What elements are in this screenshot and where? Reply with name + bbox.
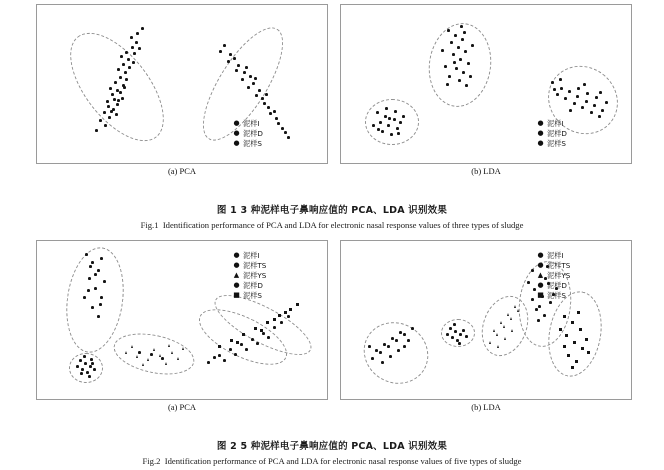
legend-item	[233, 271, 266, 281]
figure-2-subtitle	[0, 456, 664, 466]
legend-marker-icon: ●	[233, 119, 240, 128]
legend-item	[537, 251, 570, 261]
figure-2-subtitle-text: Identification performance of PCA and LDA for electronic nasal response values of five types of sludge	[164, 456, 522, 466]
legend-item	[537, 129, 567, 139]
figure-1	[0, 4, 664, 230]
panel-caption-lda: (b) LDA	[471, 402, 501, 412]
legend-marker-icon: ●	[537, 119, 544, 128]
legend-label: 泥样I	[547, 251, 564, 260]
figure-1-panel-a	[36, 4, 330, 184]
figure-2-subtitle-label: Fig.2	[142, 456, 161, 466]
legend-label: 泥样S	[547, 138, 566, 148]
cluster-ellipse-nys	[110, 327, 198, 381]
figure-1-subtitle	[0, 220, 664, 230]
legend-label: 泥样S	[243, 138, 262, 148]
cluster-ellipse-ni	[352, 311, 439, 396]
legend-marker-icon: ▲	[537, 271, 544, 280]
legend-marker-icon: ■	[233, 291, 240, 300]
figure-1-panels	[0, 4, 664, 200]
pca-plot-3-types	[36, 4, 328, 164]
legend-label: 泥样TS	[547, 260, 571, 270]
cluster-ellipse-nd	[365, 99, 419, 145]
legend-lda-3-types	[537, 119, 567, 149]
figure-2	[0, 240, 664, 466]
legend-marker-icon: ●	[233, 251, 240, 260]
cluster-ellipse-ni	[52, 17, 181, 157]
figure-1-subtitle-label: Fig.1	[140, 220, 159, 230]
figure-2-panel-a	[36, 240, 330, 420]
legend-marker-icon: ●	[537, 251, 544, 260]
legend-marker-icon: ●	[233, 261, 240, 270]
legend-item	[537, 291, 570, 301]
legend-marker-icon: ●	[233, 129, 240, 138]
legend-item	[233, 251, 266, 261]
panel-caption-pca: (a) PCA	[167, 402, 197, 412]
legend-label: 泥样D	[243, 280, 263, 290]
legend-marker-icon: ●	[537, 139, 544, 148]
legend-item	[233, 119, 263, 129]
legend-label: 泥样I	[243, 119, 260, 128]
lda-plot-3-types	[340, 4, 632, 164]
legend-label: 泥样S	[243, 290, 262, 300]
figure-2-panels	[0, 240, 664, 436]
legend-marker-icon: ●	[233, 281, 240, 290]
figure-2-panel-b	[340, 240, 634, 420]
panel-caption-lda: (b) LDA	[471, 166, 501, 176]
legend-marker-icon: ●	[537, 261, 544, 270]
legend-label: 泥样I	[547, 119, 564, 128]
panel-caption-pca: (a) PCA	[167, 166, 197, 176]
legend-item	[537, 271, 570, 281]
legend-item	[537, 139, 567, 149]
legend-label: 泥样YS	[547, 270, 571, 280]
cluster-ellipse-nts	[69, 353, 103, 383]
legend-marker-icon: ▲	[233, 271, 240, 280]
legend-label: 泥样D	[243, 128, 263, 138]
legend-item	[233, 291, 266, 301]
pca-plot-5-types	[36, 240, 328, 400]
legend-item	[537, 119, 567, 129]
legend-pca-3-types	[233, 119, 263, 149]
legend-item	[537, 261, 570, 271]
legend-marker-icon: ●	[233, 139, 240, 148]
legend-label: 泥样S	[547, 290, 566, 300]
legend-marker-icon: ●	[537, 281, 544, 290]
legend-item	[537, 281, 570, 291]
legend-marker-icon: ■	[537, 291, 544, 300]
legend-item	[233, 281, 266, 291]
legend-item	[233, 139, 263, 149]
figure-1-subtitle-text: Identification performance of PCA and LDA for electronic nasal response values of three types of sludge	[162, 220, 524, 230]
legend-item	[233, 129, 263, 139]
legend-label: 泥样I	[243, 251, 260, 260]
legend-marker-icon: ●	[537, 129, 544, 138]
legend-item	[233, 261, 266, 271]
legend-label: 泥样TS	[243, 260, 267, 270]
legend-label: 泥样D	[547, 128, 567, 138]
legend-pca-5-types	[233, 251, 266, 301]
legend-lda-5-types	[537, 251, 570, 301]
legend-label: 泥样YS	[243, 270, 267, 280]
figure-2-title: 图 2 5 种泥样电子鼻响应值的 PCA、LDA 识别效果	[216, 441, 448, 452]
cluster-ellipse-ni	[423, 19, 496, 111]
lda-plot-5-types	[340, 240, 632, 400]
legend-label: 泥样D	[547, 280, 567, 290]
figure-1-panel-b	[340, 4, 634, 184]
figure-1-title: 图 1 3 种泥样电子鼻响应值的 PCA、LDA 识别效果	[216, 205, 448, 216]
